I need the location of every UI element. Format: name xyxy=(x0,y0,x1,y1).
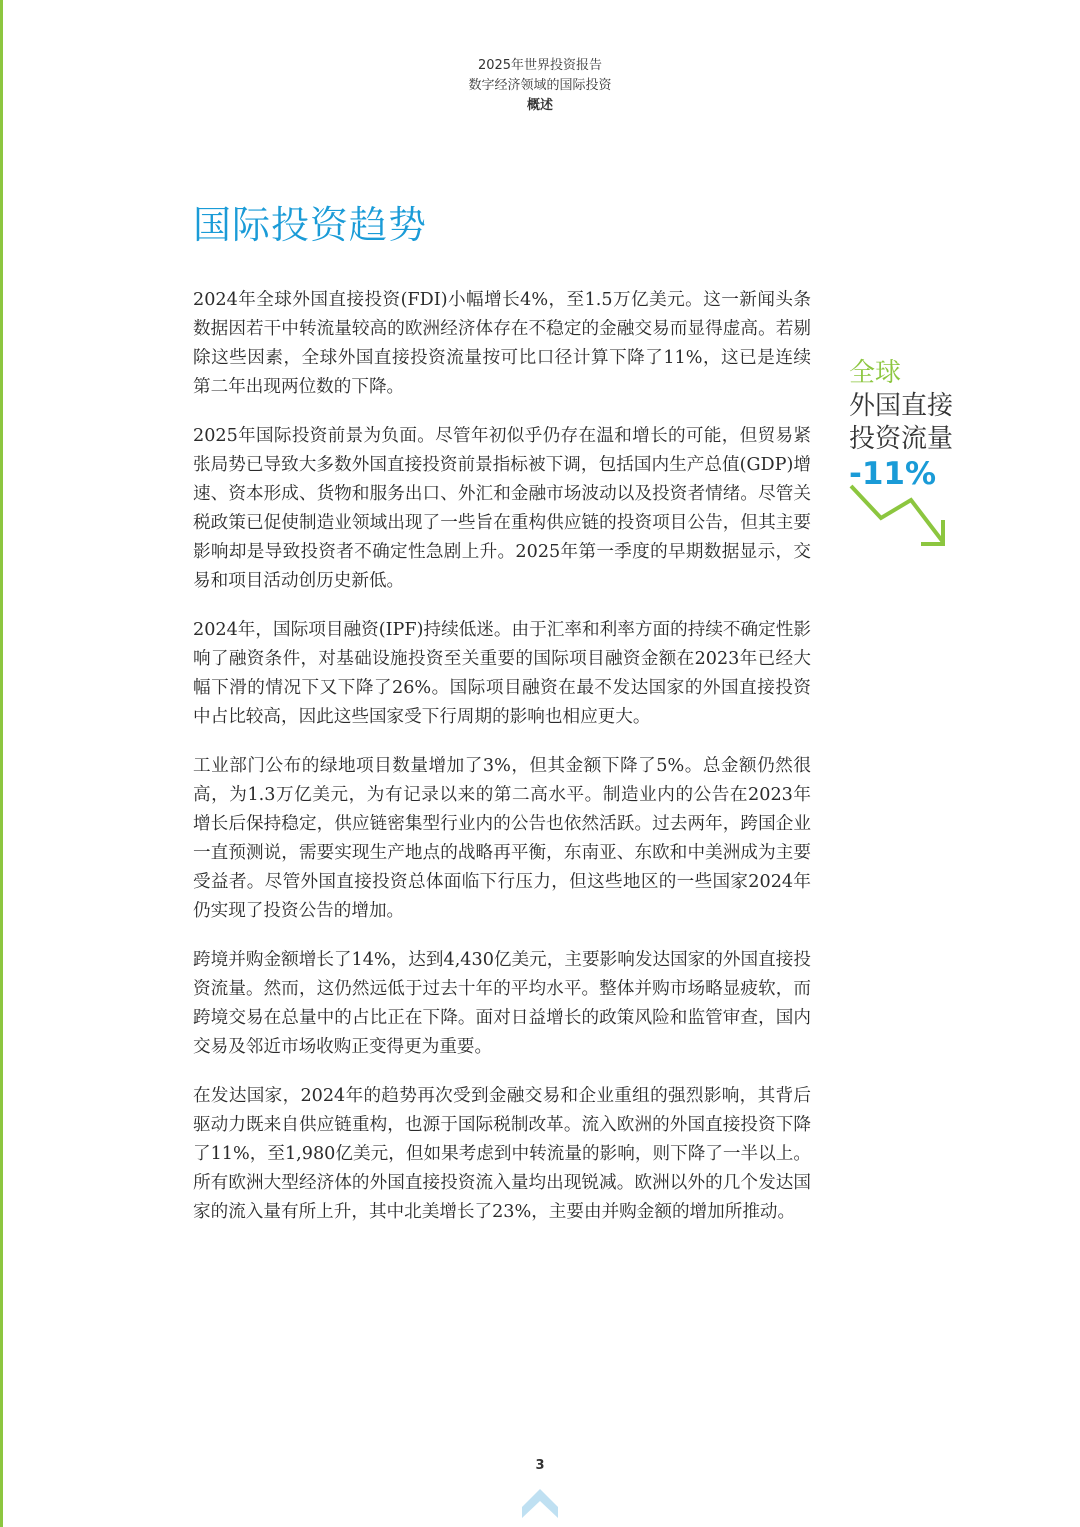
paragraph-fdi-growth: 2024年全球外国直接投资(FDI)小幅增长4%，至1.5万亿美元。这一新闻头条数据因若干中转流量较高的欧洲经济体存在不稳定的金融交易而显得虚高。若剔除这些因素，全球外国直接投资流量按可比口径计算下降了11%，这已是连续第二年出现两位数的下降。 xyxy=(193,290,811,397)
fdi-callout xyxy=(849,357,1029,492)
running-header xyxy=(0,56,1080,116)
callout-line-flows: 投资流量 xyxy=(849,424,954,454)
report-subtitle: 数字经济领域的国际投资 xyxy=(468,78,612,93)
paragraph-mergers: 跨境并购金额增长了14%，达到4,430亿美元，主要影响发达国家的外国直接投资流量。然而，这仍然远低于过去十年的平均水平。整体并购市场略显疲软，而跨境交易在总量中的占比正在下降。面对日益增长的政策风险和监管审查，国内交易及邻近市场收购正变得更为重要。 xyxy=(193,950,811,1057)
paragraph-project-finance: 2024年，国际项目融资(IPF)持续低迷。由于汇率和利率方面的持续不确定性影响了融资条件，对基础设施投资至关重要的国际项目融资金额在2023年已经大幅下滑的情况下又下降了26%。国际项目融资在最不发达国家的外国直接投资中占比较高，因此这些国家受下行周期的影响也相应更大。 xyxy=(193,620,811,727)
section-label: 概述 xyxy=(526,98,553,113)
report-title: 2025年世界投资报告 xyxy=(477,58,603,73)
callout-value: -11% xyxy=(849,456,937,492)
up-chevron-icon[interactable] xyxy=(521,1487,559,1519)
paragraph-greenfield: 工业部门公布的绿地项目数量增加了3%，但其金额下降了5%。总金额仍然很高，为1.3万亿美元，为有记录以来的第二高水平。制造业内的公告在2023年增长后保持稳定，供应链密集型行业内的公告也依然活跃。过去两年，跨国企业一直预测说，需要实现生产地点的战略再平衡，东南亚、东欧和中美洲成为主要受益者。尽管外国直接投资总体面临下行压力，但这些地区的一些国家2024年仍实现了投资公告的增加。 xyxy=(193,756,811,921)
down-trend-arrow-icon xyxy=(849,480,951,550)
page-title: 国际投资趋势 xyxy=(193,203,428,247)
body-text xyxy=(193,286,811,1247)
paragraph-outlook-2025: 2025年国际投资前景为负面。尽管年初似乎仍存在温和增长的可能，但贸易紧张局势已导致大多数外国直接投资前景指标被下调，包括国内生产总值(GDP)增速、资本形成、货物和服务出口、外汇和金融市场波动以及投资者情绪。尽管关税政策已促使制造业领域出现了一些旨在重构供应链的投资项目公告，但其主要影响却是导致投资者不确定性急剧上升。2025年第一季度的早期数据显示，交易和项目活动创历史新低。 xyxy=(193,426,811,591)
paragraph-developed-economies: 在发达国家，2024年的趋势再次受到金融交易和企业重组的强烈影响，其背后驱动力既来自供应链重构，也源于国际税制改革。流入欧洲的外国直接投资下降了11%，至1,980亿美元，但如果考虑到中转流量的影响，则下降了一半以上。所有欧洲大型经济体的外国直接投资流入量均出现锐减。欧洲以外的几个发达国家的流入量有所上升，其中北美增长了23%，主要由并购金额的增加所推动。 xyxy=(193,1086,811,1222)
callout-line-fdi: 外国直接 xyxy=(849,391,954,421)
callout-line-global: 全球 xyxy=(849,358,902,388)
left-accent-rule xyxy=(0,0,3,1527)
page-number: 3 xyxy=(535,1458,545,1473)
